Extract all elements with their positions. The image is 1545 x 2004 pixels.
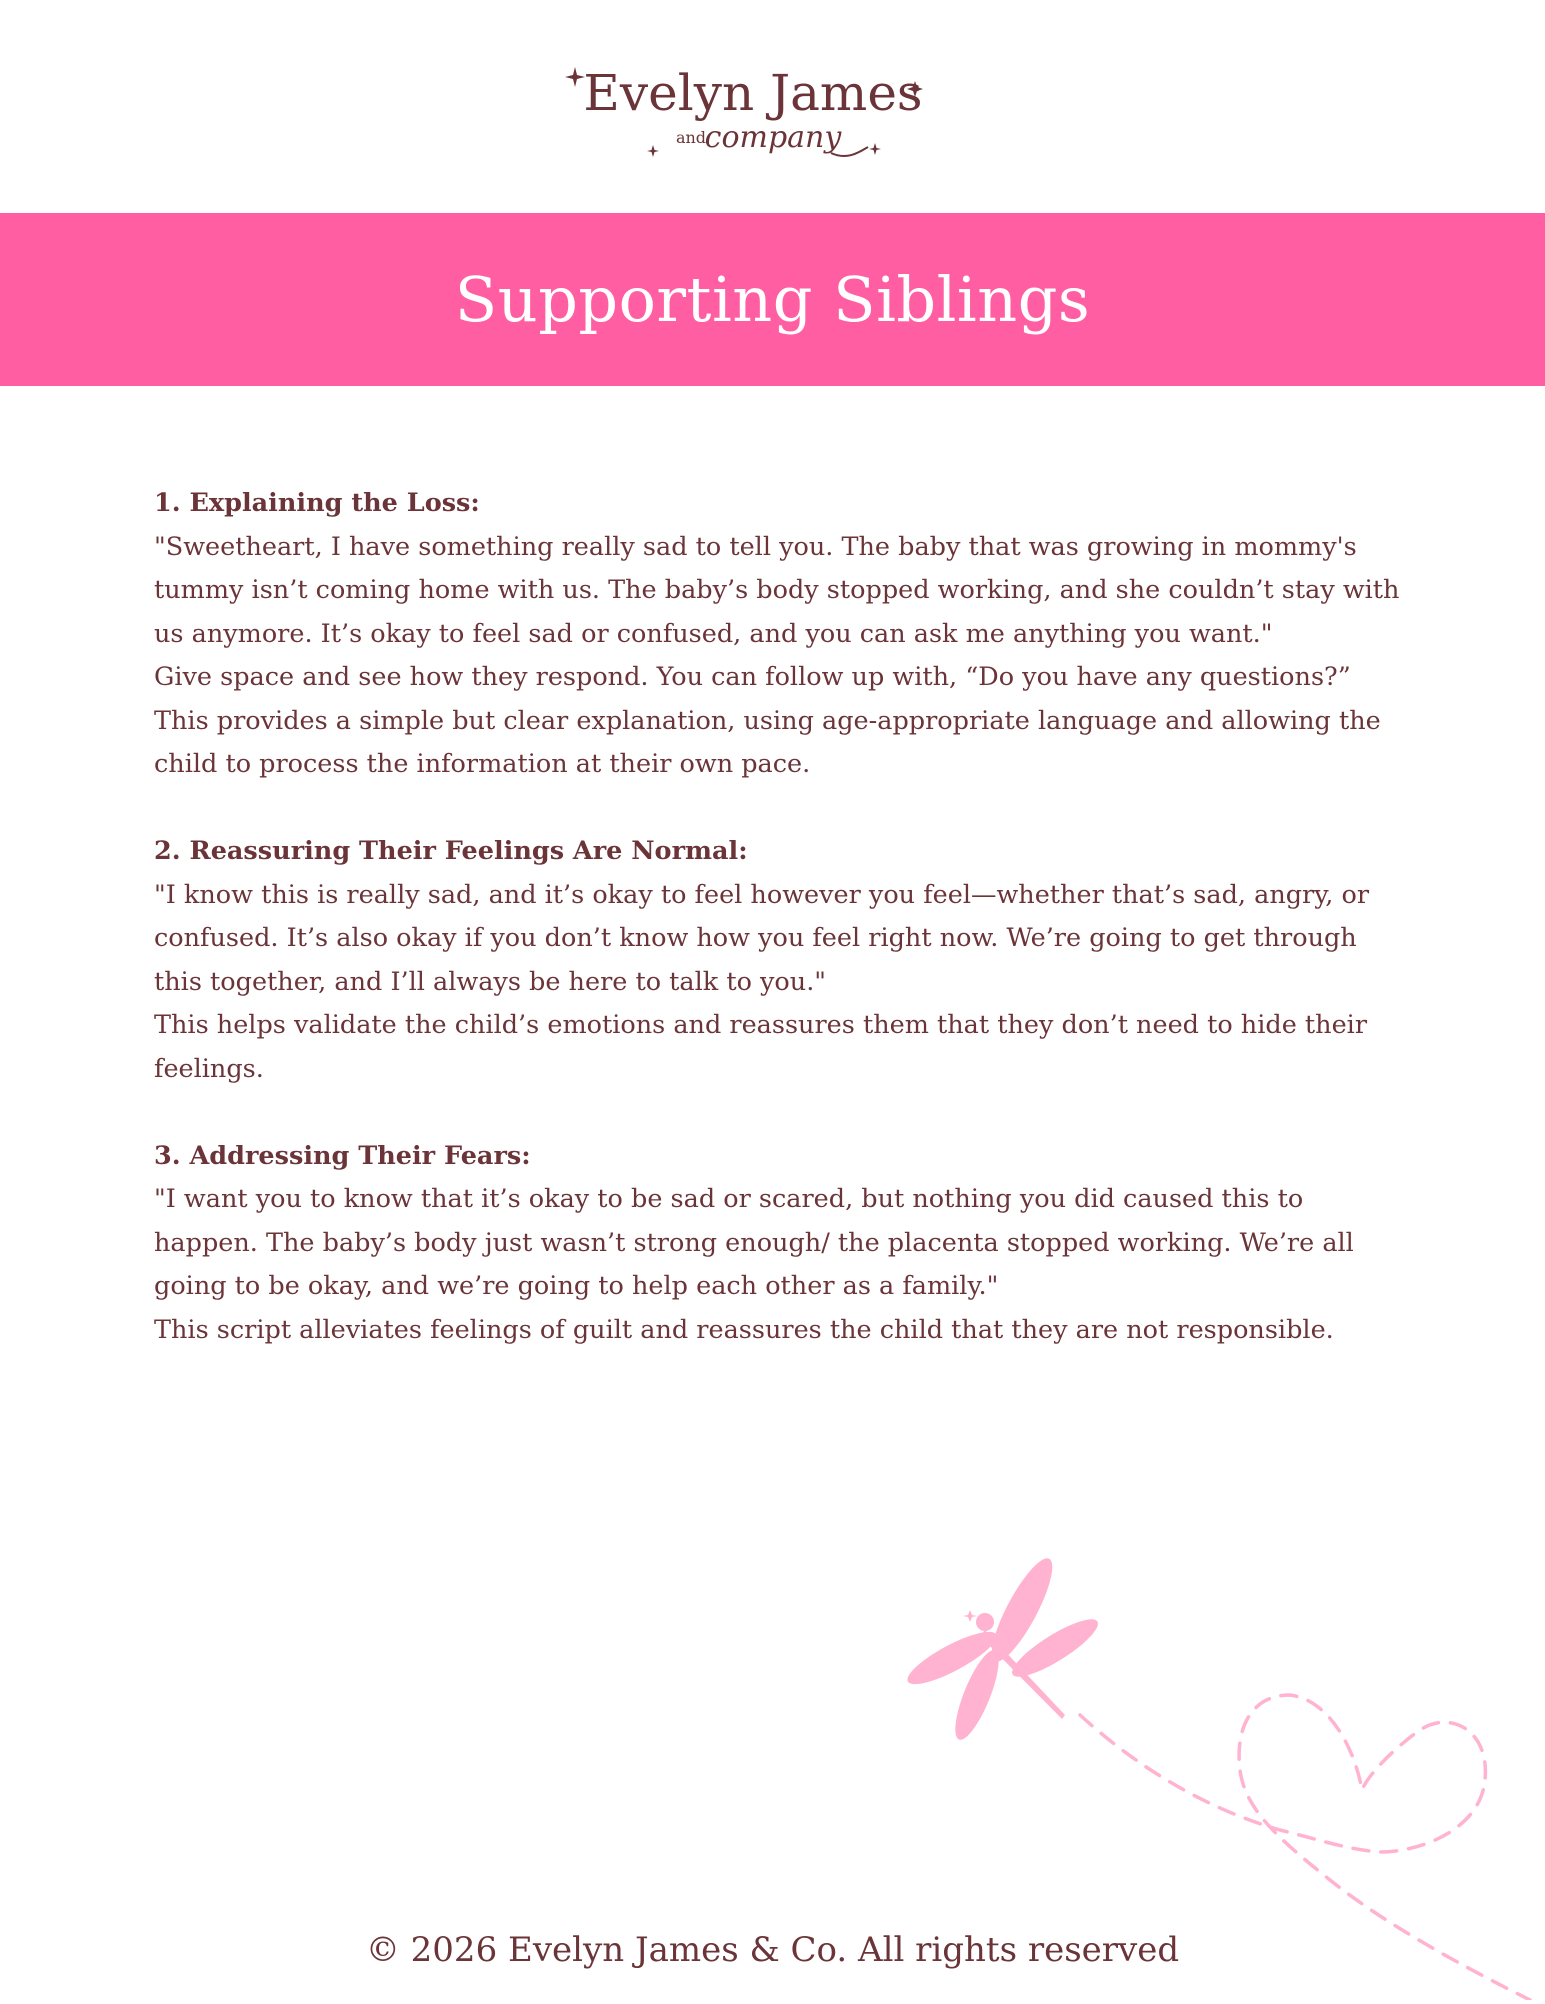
section-paragraph: "Sweetheart, I have something really sad to tell you. The baby that was growing in mommy's tummy isn’t coming home with us. The baby’s body stopped working, and she couldn’t stay with us anymore. It’s okay to feel sad or confused, and you can ask me anything you want." xyxy=(154,531,1400,649)
section-reassuring-feelings xyxy=(154,830,1404,1091)
footer-copyright: © 2026 Evelyn James & Co. All rights reserved xyxy=(365,1930,1180,1970)
section-paragraph: This script alleviates feelings of guilt and reassures the child that they are not responsible. xyxy=(154,1314,1334,1345)
section-explaining-loss xyxy=(154,482,1404,787)
section-paragraph: Give space and see how they respond. You can follow up with, “Do you have any questions?” xyxy=(154,662,1351,692)
sparkle-icon xyxy=(963,1610,977,1622)
section-paragraph: This helps validate the child’s emotions and reassures them that they don’t need to hide their feelings. xyxy=(154,1010,1368,1084)
logo-secondary-small-text: and xyxy=(675,128,706,147)
brand-logo xyxy=(0,55,1545,175)
section-paragraph: This provides a simple but clear explanation, using age-appropriate language and allowing the child to process the information at their own pace. xyxy=(154,705,1381,779)
dragonfly-icon xyxy=(902,1552,1105,1745)
section-heading: 2. Reassuring Their Feelings Are Normal: xyxy=(154,836,748,866)
section-paragraph: "I know this is really sad, and it’s okay to feel however you feel—whether that’s sad, angry, or confused. It’s also okay if you don’t know how you feel right now. We’re going to get through this together, and I’ll always be here to talk to you." xyxy=(154,879,1370,997)
section-paragraph: "I want you to know that it’s okay to be sad or scared, but nothing you did caused this to happen. The baby’s body just wasn’t strong enough/ the placenta stopped working. We’re all going to be okay, and we’re going to help each other as a family." xyxy=(154,1184,1354,1301)
section-heading: 3. Addressing Their Fears: xyxy=(154,1140,531,1171)
page-title: Supporting Siblings xyxy=(454,263,1091,336)
logo-primary-text: Evelyn James xyxy=(582,64,923,122)
title-banner xyxy=(0,213,1545,386)
section-addressing-fears xyxy=(154,1135,1404,1353)
section-heading: 1. Explaining the Loss: xyxy=(154,488,480,518)
logo-secondary-script-text: company xyxy=(704,120,841,155)
document-body xyxy=(154,482,1404,1396)
brand-logo-graphic xyxy=(563,55,983,170)
